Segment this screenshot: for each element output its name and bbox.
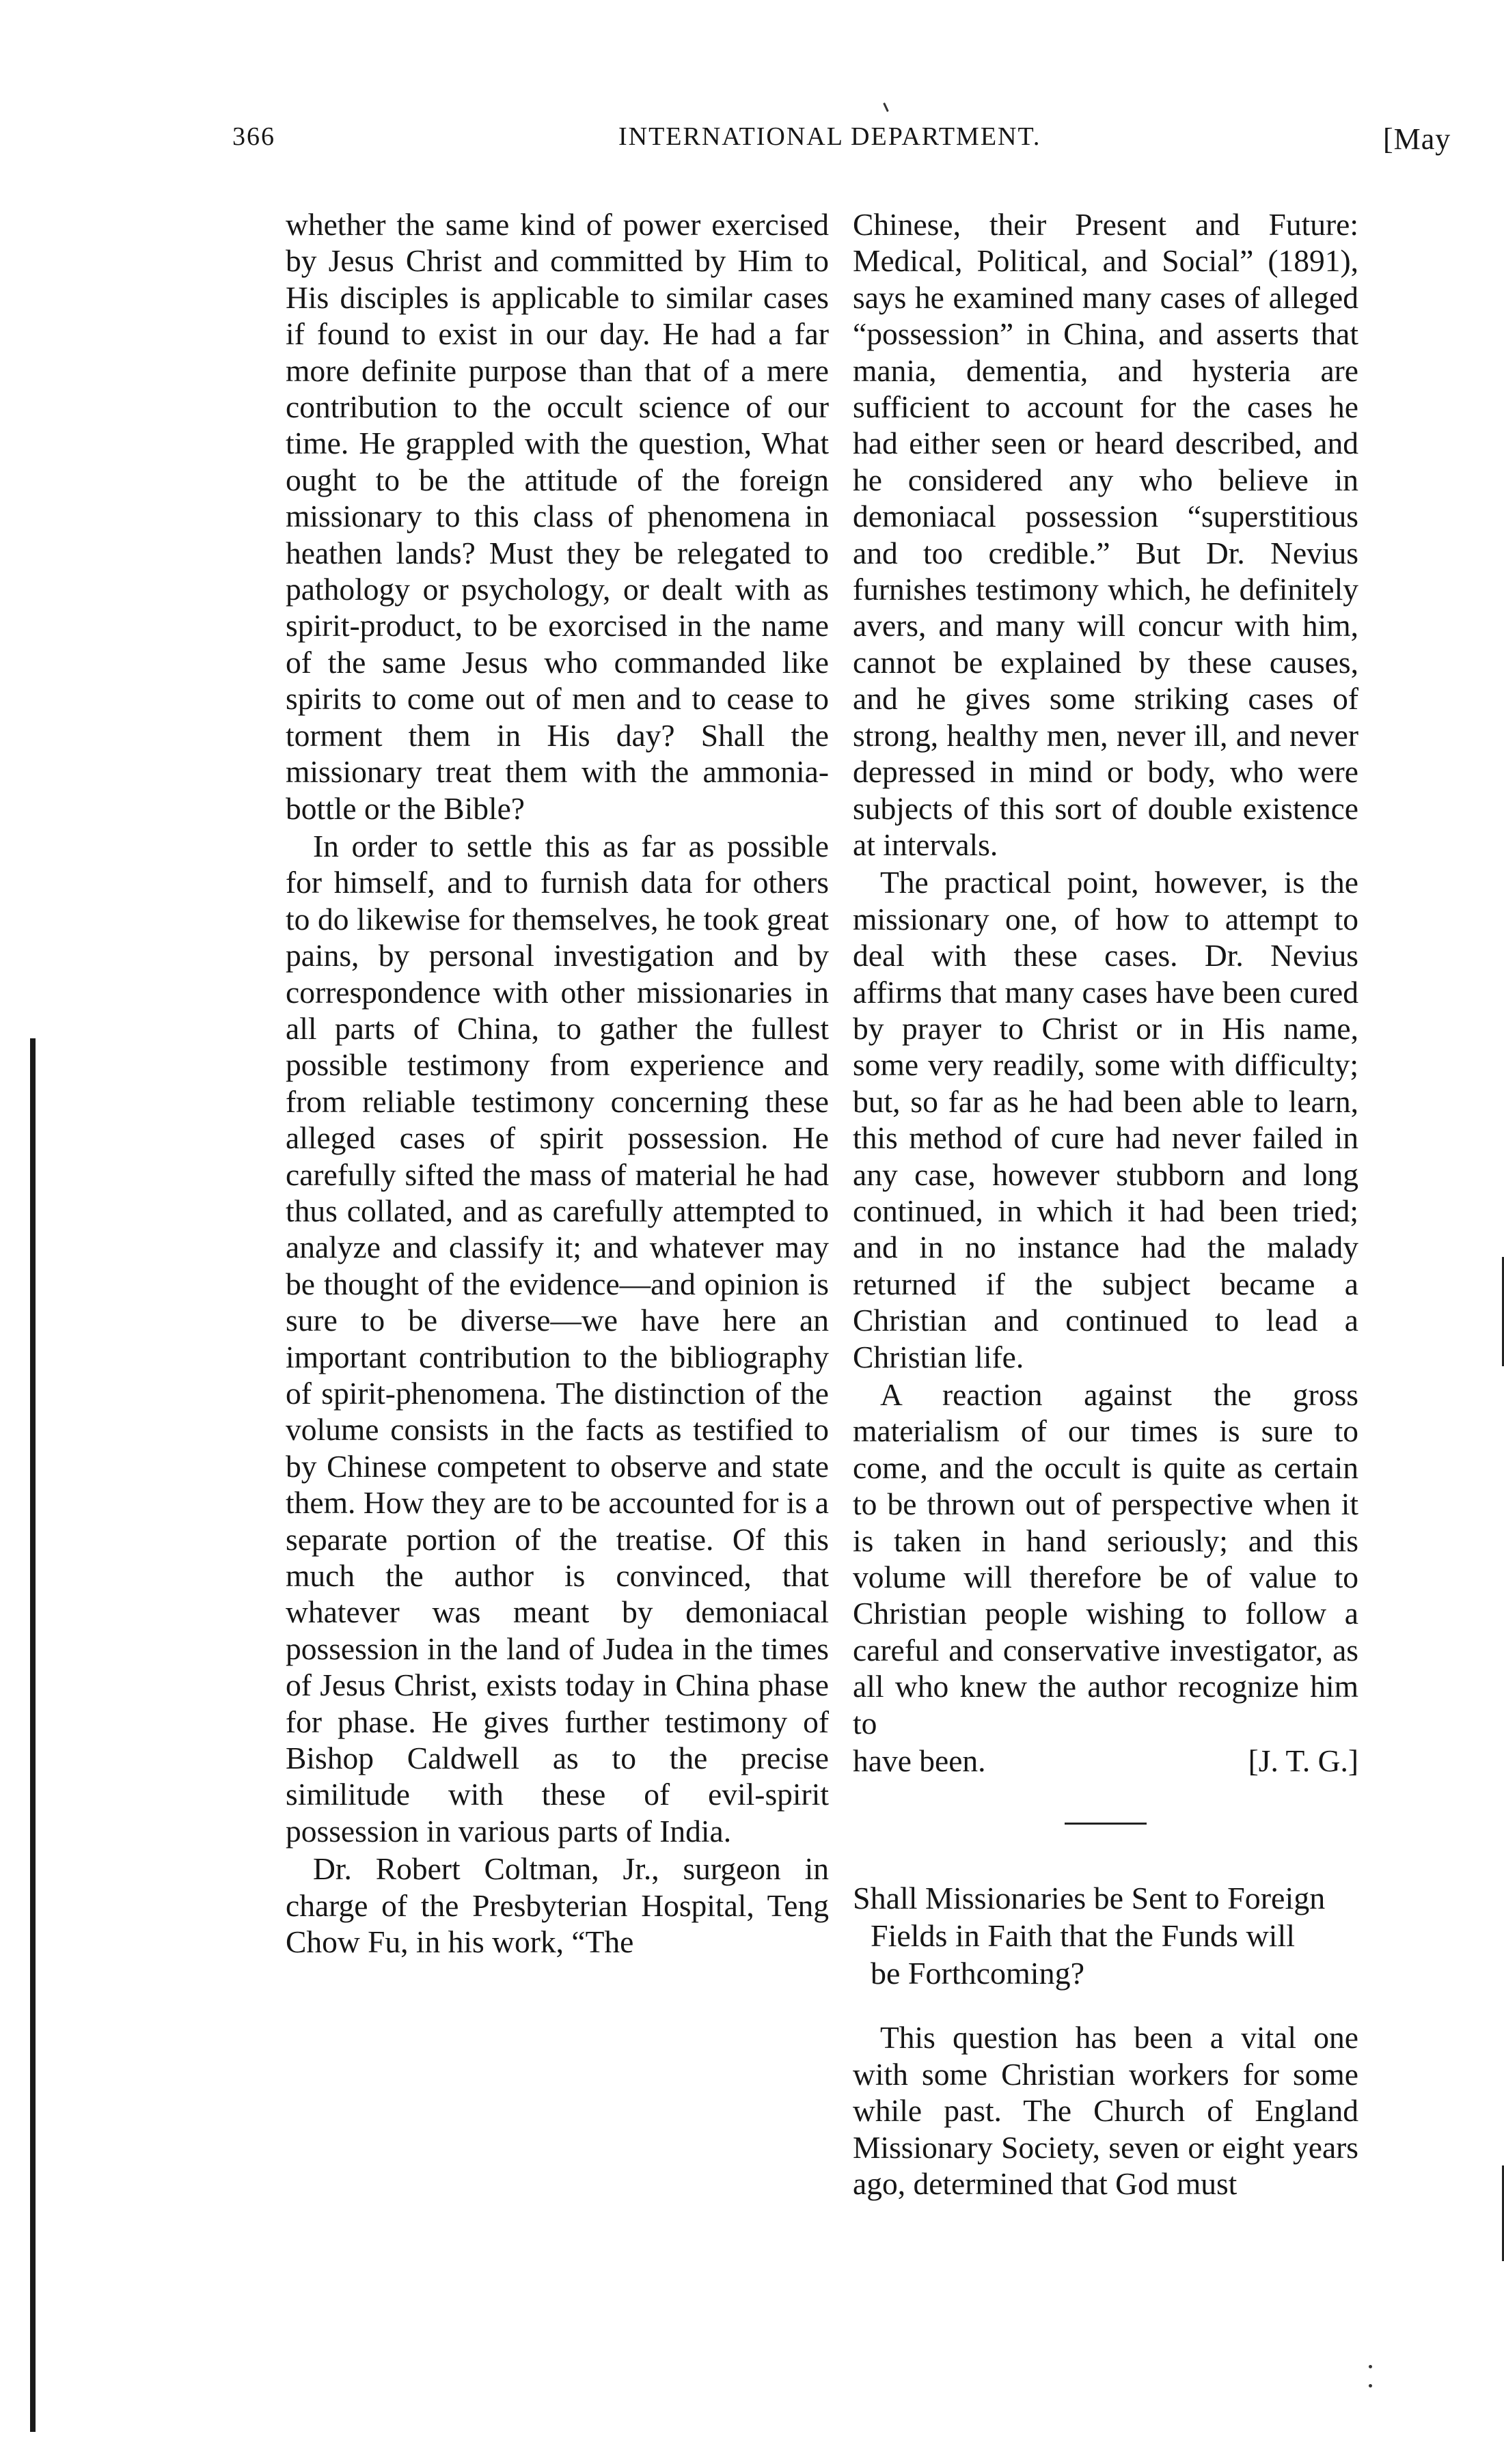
paragraph: This question has been a vital one with some Christian workers for some while past. The Church of England Missionary Society, seven or eight years ago, determined that God must [853, 2020, 1358, 2202]
ink-speck [883, 102, 889, 112]
issue-month: [May [1383, 122, 1451, 156]
ink-speck [1369, 2365, 1372, 2368]
ink-speck [1369, 2384, 1372, 2387]
section-title-line: Shall Missionaries be Sent to Foreign [853, 1881, 1326, 1916]
running-title: INTERNATIONAL DEPARTMENT. [618, 122, 1041, 151]
left-column [286, 206, 829, 1962]
closing-line [853, 1743, 1358, 1779]
closing-words: have been. [853, 1743, 986, 1779]
paragraph: The practical point, however, is the missionary one, of how to attempt to deal with these cases. Dr. Nevius affirms that many cases have been cured by prayer to Christ or in His name, some very readily, some with difficulty; but, so far as he had been able to learn, this method of cure had never failed in any case, however stubborn and long continued, in which it had been tried; and in no instance had the malady returned if the subject became a Christian and continued to lead a Christian life. [853, 865, 1358, 1374]
binding-edge-mark [30, 1038, 36, 2432]
paragraph: In order to settle this as far as possible for himself, and to furnish data for others to do likewise for themselves, he took great pains, by personal investigation and by correspondence with other missionaries in all parts of China, to gather the fullest possible testimony from experience and from reliable testimony concerning these alleged cases of spirit possession. He carefully sifted the mass of material he had thus collated, and as carefully attempted to analyze and classify it; and whatever may be thought of the evidence—and opinion is sure to be diverse—we have here an important contribution to the bibliography of spirit-phenomena. The distinction of the volume consists in the facts as testified to by Chinese competent to observe and state them. How they are to be accounted for is a separate portion of the treatise. Of this much the author is convinced, that whatever was meant by demoniacal possession in the land of Judea in the times of Jesus Christ, exists today in China phase for phase. He gives further testimony of Bishop Caldwell as to the precise similitude with these of evil-spirit possession in various parts of India. [286, 828, 829, 1849]
section-divider [1065, 1823, 1147, 1825]
section-title-line: Fields in Faith that the Funds will [871, 1918, 1296, 1954]
running-header [0, 122, 1504, 169]
paragraph: Chinese, their Present and Future: Medical, Political, and Social” (1891), says he examined many cases of alleged “possession” in China, and asserts that mania, dementia, and hysteria are sufficient to account for the cases he had either seen or heard described, and he considered any who believe in demoniacal possession “superstitious and too credible.” But Dr. Nevius furnishes testimony which, he definitely avers, and many will concur with him, cannot be explained by these causes, and he gives some striking cases of strong, healthy men, never ill, and never depressed in mind or body, who were subjects of this sort of double existence at intervals. [853, 207, 1358, 862]
section-title [853, 1879, 1358, 1992]
page-number: 366 [232, 122, 275, 151]
author-initials: [J. T. G.] [1248, 1743, 1358, 1779]
right-column [853, 206, 1358, 2204]
section-title-line: be Forthcoming? [871, 1956, 1084, 1991]
paragraph: A reaction against the gross materialism of our times is sure to come, and the occult is quite as certain to be thrown out of perspective when it is taken in hand seriously; and this volume will therefore be of value to Christian people wishing to follow a careful and conservative investigator, as all who knew the author recognize him to [853, 1377, 1358, 1741]
paragraph: Dr. Robert Coltman, Jr., surgeon in charge of the Presbyterian Hospital, Teng Chow Fu, in his work, “The [286, 1851, 829, 1960]
paragraph: whether the same kind of power exercised by Jesus Christ and committed by Him to His disciples is applicable to similar cases if found to exist in our day. He had a far more definite purpose than that of a mere contribution to the occult science of our time. He grappled with the question, What ought to be the attitude of the foreign missionary to this class of phenomena in heathen lands? Must they be relegated to pathology or psychology, or dealt with as spirit-product, to be exorcised in the name of the same Jesus who commanded like spirits to come out of men and to cease to torment them in His day? Shall the missionary treat them with the ammonia-bottle or the Bible? [286, 207, 829, 826]
